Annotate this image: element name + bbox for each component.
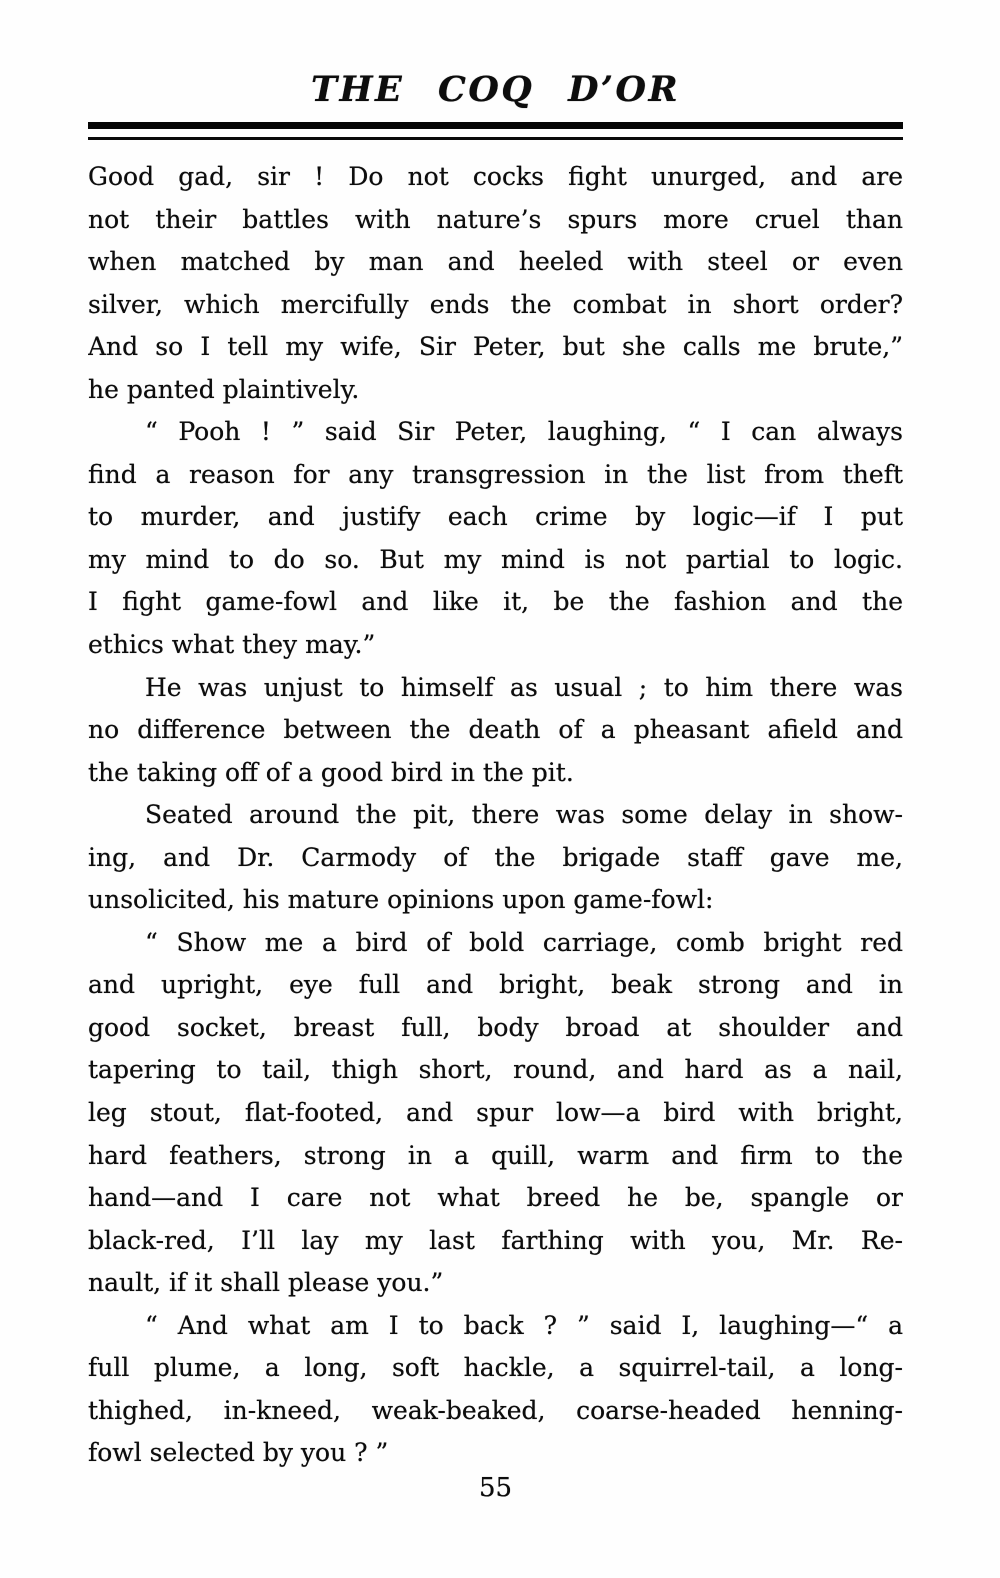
text-line: and upright, eye full and bright, beak strong and in — [88, 970, 903, 1000]
text-line: black-red, I’ll lay my last farthing with you, Mr. Re- — [88, 1225, 903, 1255]
text-line: nault, if it shall please you.” — [88, 1268, 444, 1298]
text-line: he panted plaintively. — [88, 374, 360, 404]
text-line: when matched by man and heeled with steel or even — [88, 247, 903, 277]
text-line: “ And what am I to back ? ” said I, laughing—“ a — [145, 1310, 903, 1340]
text-line: “ Show me a bird of bold carriage, comb bright red — [145, 927, 903, 957]
text-line: leg stout, flat-footed, and spur low—a bird with bright, — [88, 1098, 903, 1128]
text-line: thighed, in-kneed, weak-beaked, coarse-headed henning- — [88, 1395, 903, 1425]
text-line: find a reason for any transgression in the list from theft — [88, 459, 903, 489]
text-line: Seated around the pit, there was some delay in show- — [145, 800, 903, 830]
text-line: He was unjust to himself as usual ; to him there was — [145, 672, 903, 702]
text-line: Good gad, sir ! Do not cocks fight unurged, and are — [88, 162, 903, 191]
text-line: ethics what they may.” — [88, 630, 376, 660]
text-line: And so I tell my wife, Sir Peter, but she calls me brute,” — [88, 332, 903, 362]
text-line: silver, which mercifully ends the combat in short order? — [88, 289, 903, 319]
page-number: 55 — [478, 1473, 513, 1503]
text-line: I fight game-fowl and like it, be the fashion and the — [88, 587, 903, 617]
text-line: hand—and I care not what breed he be, spangle or — [88, 1183, 903, 1213]
text-line: full plume, a long, soft hackle, a squirrel-tail, a long- — [88, 1353, 903, 1383]
header-rule-thin — [88, 137, 903, 140]
text-line: fowl selected by you ? ” — [88, 1438, 389, 1468]
text-line: to murder, and justify each crime by logic—if I put — [88, 502, 903, 532]
text-line: no difference between the death of a pheasant afield and — [88, 715, 903, 745]
text-line: good socket, breast full, body broad at shoulder and — [88, 1012, 903, 1042]
text-line: unsolicited, his mature opinions upon game-fowl: — [88, 885, 714, 915]
page-body — [88, 156, 903, 1475]
text-line: “ Pooh ! ” said Sir Peter, laughing, “ I can always — [145, 417, 903, 447]
text-line: ing, and Dr. Carmody of the brigade staff gave me, — [88, 842, 903, 872]
text-line: tapering to tail, thigh short, round, and hard as a nail, — [88, 1055, 903, 1085]
header-rule-thick — [88, 122, 903, 129]
text-line: hard feathers, strong in a quill, warm and firm to the — [88, 1140, 903, 1170]
text-line: the taking off of a good bird in the pit. — [88, 757, 574, 787]
page-title: THE COQ D’OR — [310, 69, 680, 110]
text-line: not their battles with nature’s spurs more cruel than — [88, 204, 903, 234]
text-line: my mind to do so. But my mind is not partial to logic. — [88, 544, 903, 574]
